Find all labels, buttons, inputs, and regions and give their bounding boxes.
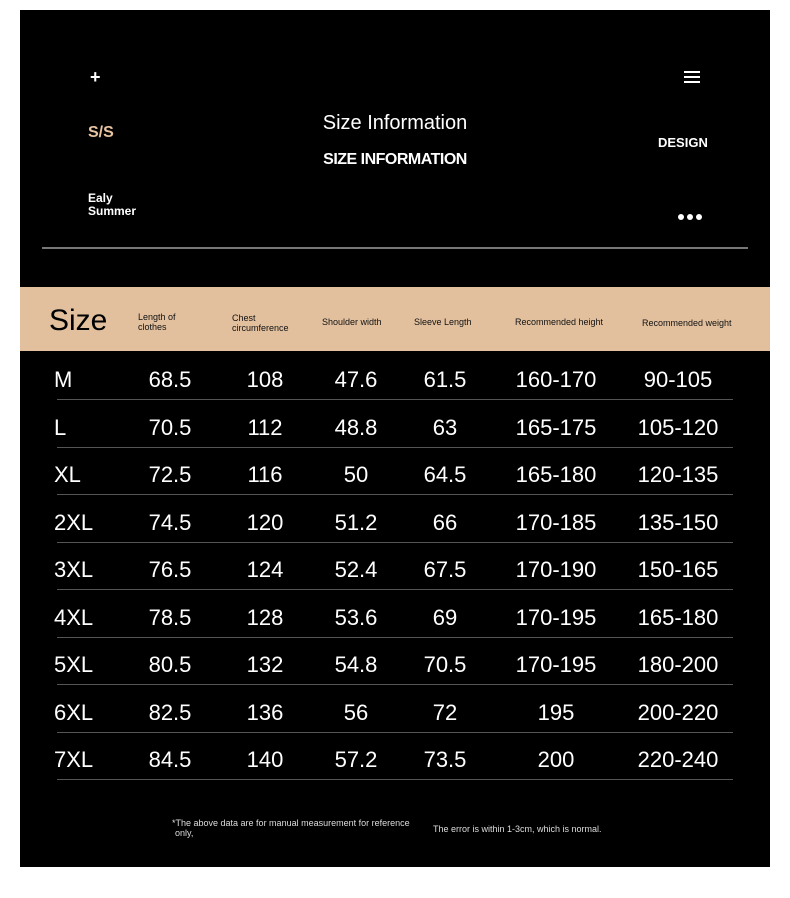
size-heading: Size — [49, 304, 108, 337]
table-cell: 165-180 — [515, 462, 597, 487]
table-cell: 82.5 — [148, 699, 192, 725]
table-cell: 69 — [432, 604, 458, 630]
design-label: DESIGN — [658, 135, 708, 150]
dots-icon — [678, 207, 705, 225]
table-cell: 160-170 — [515, 367, 597, 392]
table-row — [20, 594, 770, 641]
table-cell: 53.6 — [334, 604, 378, 630]
size-cell: 7XL — [54, 747, 94, 772]
early-line-1: Ealy — [88, 191, 113, 205]
column-header-line: circumference — [232, 323, 289, 333]
table-row — [20, 736, 770, 783]
row-divider — [57, 779, 733, 780]
plus-icon: + — [90, 67, 101, 87]
footer-note-line-2: only, — [175, 828, 194, 838]
table-cell: 200 — [537, 747, 575, 772]
table-cell: 54.8 — [334, 652, 378, 677]
table-cell: 120 — [246, 509, 284, 535]
table-cell: 200-220 — [637, 699, 719, 725]
table-header — [20, 287, 770, 351]
size-cell: 3XL — [54, 557, 94, 582]
table-cell: 124 — [246, 557, 284, 582]
table-cell: 150-165 — [637, 557, 719, 582]
table-cell: 76.5 — [148, 557, 192, 582]
table-cell: 57.2 — [334, 747, 378, 772]
table-cell: 90-105 — [643, 367, 713, 392]
row-divider — [57, 732, 733, 733]
table-cell: 165-175 — [515, 414, 597, 440]
size-cell: 6XL — [54, 699, 94, 725]
table-cell: 135-150 — [637, 509, 719, 535]
column-header-shoulder: Shoulder width — [322, 317, 382, 327]
table-cell: 195 — [537, 699, 575, 725]
hamburger-icon — [684, 71, 700, 84]
table-row — [20, 546, 770, 593]
column-header-line: clothes — [138, 322, 167, 332]
table-cell: 120-135 — [637, 462, 719, 487]
table-cell: 68.5 — [148, 367, 192, 392]
footer-note-line-1: *The above data are for manual measurement for reference — [172, 818, 410, 828]
table-cell: 128 — [246, 604, 284, 630]
table-cell: 112 — [247, 414, 283, 440]
table-cell: 165-180 — [637, 604, 719, 630]
row-divider — [57, 542, 733, 543]
table-cell: 51.2 — [334, 509, 378, 535]
table-cell: 170-195 — [515, 604, 597, 630]
table-cell: 108 — [246, 367, 284, 392]
table-row — [20, 451, 770, 498]
table-cell: 170-195 — [515, 652, 597, 677]
column-header-sleeve: Sleeve Length — [414, 317, 472, 327]
size-cell: 4XL — [54, 604, 94, 630]
row-divider — [57, 589, 733, 590]
size-chart-panel — [20, 10, 770, 867]
row-divider — [57, 447, 733, 448]
table-cell: 70.5 — [423, 652, 467, 677]
table-cell: 84.5 — [148, 747, 192, 772]
table-cell: 63 — [432, 414, 458, 440]
column-header-chest — [232, 313, 289, 333]
table-cell: 72.5 — [148, 462, 192, 487]
page-title: Size Information — [322, 112, 468, 134]
table-row — [20, 404, 770, 451]
table-cell: 170-190 — [515, 557, 597, 582]
footer-note — [172, 818, 410, 838]
table-cell: 61.5 — [423, 367, 467, 392]
footer-error-note: The error is within 1-3cm, which is normal. — [433, 824, 602, 834]
column-header-weight: Recommended weight — [642, 318, 732, 328]
table-cell: 180-200 — [637, 652, 719, 677]
table-row — [20, 641, 770, 688]
table-cell: 73.5 — [423, 747, 467, 772]
table-cell: 170-185 — [515, 509, 597, 535]
table-cell: 48.8 — [334, 414, 378, 440]
size-cell: L — [54, 414, 67, 440]
table-cell: 74.5 — [148, 509, 192, 535]
table-cell: 220-240 — [637, 747, 719, 772]
table-row — [20, 499, 770, 546]
row-divider — [57, 684, 733, 685]
size-cell: XL — [54, 462, 81, 487]
column-header-height: Recommended height — [515, 317, 604, 327]
row-divider — [57, 494, 733, 495]
table-cell: 140 — [246, 747, 284, 772]
size-cell: 2XL — [54, 509, 94, 535]
header-divider — [42, 247, 748, 249]
column-header-line: Chest — [232, 313, 256, 323]
table-cell: 78.5 — [148, 604, 192, 630]
table-cell: 67.5 — [423, 557, 467, 582]
column-header-length — [138, 312, 176, 332]
table-cell: 70.5 — [148, 414, 192, 440]
row-divider — [57, 399, 733, 400]
table-row — [20, 689, 770, 736]
column-header-line: Length of — [138, 312, 176, 322]
page-subtitle: SIZE INFORMATION — [323, 151, 467, 168]
table-cell: 56 — [343, 699, 369, 725]
size-cell: 5XL — [54, 652, 94, 677]
table-cell: 80.5 — [148, 652, 192, 677]
table-cell: 105-120 — [637, 414, 719, 440]
table-cell: 136 — [246, 699, 284, 725]
table-cell: 66 — [432, 509, 458, 535]
table-cell: 64.5 — [423, 462, 467, 487]
row-divider — [57, 637, 733, 638]
early-line-2: Summer — [88, 204, 137, 218]
table-cell: 50 — [343, 462, 369, 487]
early-summer-label — [88, 192, 136, 218]
size-cell: M — [54, 367, 73, 392]
table-cell: 72 — [432, 699, 458, 725]
table-row — [20, 356, 770, 403]
table-cell: 52.4 — [334, 557, 378, 582]
season-label: S/S — [88, 124, 114, 141]
table-cell: 116 — [247, 462, 283, 487]
table-cell: 47.6 — [334, 367, 378, 392]
table-cell: 132 — [246, 652, 284, 677]
